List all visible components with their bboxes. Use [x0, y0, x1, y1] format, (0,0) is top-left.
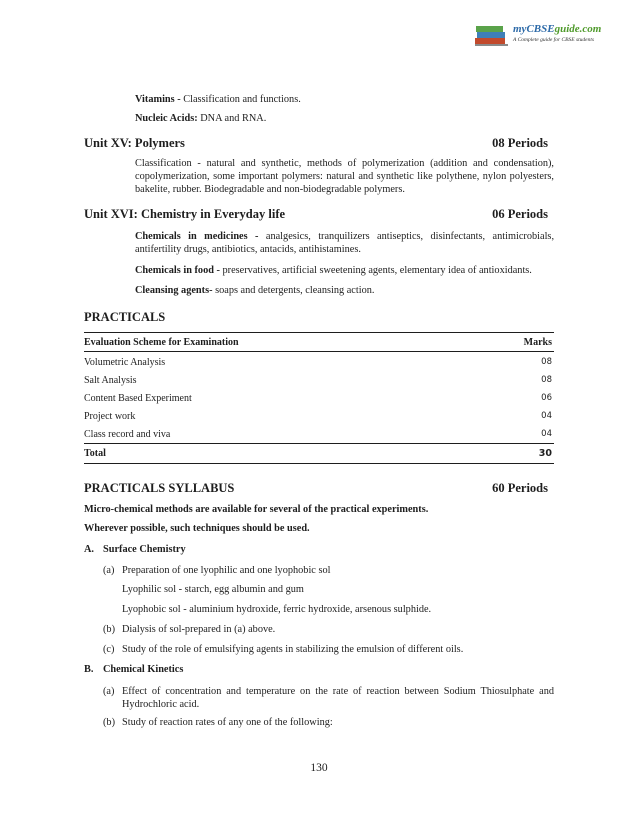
row-label: Volumetric Analysis: [84, 357, 166, 368]
header-label: Evaluation Scheme for Examination: [84, 337, 239, 348]
table-row: [84, 373, 554, 388]
section-a-letter: A.: [84, 544, 95, 555]
row-marks: 08: [541, 357, 552, 367]
section-a-title: Surface Chemistry: [103, 544, 186, 555]
vitamins-line: Vitamins - Classification and functions.: [135, 94, 301, 105]
unit-15-title: Unit XV: Polymers: [84, 136, 185, 150]
item-marker: (b): [103, 717, 116, 728]
logo-tagline: A Complete guide for CBSE students: [513, 37, 595, 43]
row-label: Class record and viva: [84, 429, 171, 440]
item-marker: (a): [103, 565, 115, 576]
chemicals-in-food: Chemicals in food - preservatives, artificial sweetening agents, elementary idea of antioxidants.: [135, 265, 532, 276]
cleansing-agents: Cleansing agents- soaps and detergents, cleansing action.: [135, 285, 375, 296]
table-total-row: [84, 446, 554, 461]
chemicals-in-medicines: Chemicals in medicines - analgesics, tranquilizers antiseptics, disinfectants, antimicrobials, antifertility drugs, antibiotics, antacids, antihistamines.: [135, 231, 555, 255]
row-marks: 04: [541, 429, 552, 439]
item-marker: (c): [103, 644, 115, 655]
row-label: Content Based Experiment: [84, 393, 192, 404]
syllabus-heading: PRACTICALS SYLLABUS: [84, 481, 235, 495]
section-a-item-b: Dialysis of sol-prepared in (a) above.: [122, 624, 276, 635]
nucleic-acids-line: Nucleic Acids: DNA and RNA.: [135, 113, 267, 124]
item-marker: (a): [103, 686, 115, 697]
row-marks: 06: [541, 393, 552, 403]
lyophobic-sol-line: Lyophobic sol - aluminium hydroxide, ferric hydroxide, arsenous sulphide.: [122, 604, 432, 615]
section-b-title: Chemical Kinetics: [103, 664, 184, 675]
row-marks: 04: [541, 411, 552, 421]
section-b-item-b: Study of reaction rates of any one of the following:: [122, 717, 333, 728]
syllabus-note-1: Micro-chemical methods are available for several of the practical experiments.: [84, 504, 429, 515]
table-row: [84, 391, 554, 406]
unit-15-body: Classification - natural and synthetic, methods of polymerization (addition and condensation), copolymerization, some important polymers: natural and synthetic like polythene, nylon polyesters, bakelite, rubber. Biodegradable and non-biodegradable polymers.: [135, 158, 554, 195]
practicals-heading: PRACTICALS: [84, 310, 166, 324]
section-a-item-a: Preparation of one lyophilic and one lyophobic sol: [122, 565, 331, 576]
table-header-rule: [84, 351, 554, 352]
table-row: [84, 409, 554, 424]
site-logo: [473, 23, 619, 47]
table-row: [84, 427, 554, 442]
section-b-letter: B.: [84, 664, 94, 675]
item-marker: (b): [103, 624, 116, 635]
table-row: [84, 355, 554, 370]
header-marks: Marks: [523, 337, 552, 348]
unit-15-periods: 08 Periods: [492, 136, 548, 150]
unit-16-title: Unit XVI: Chemistry in Everyday life: [84, 207, 286, 221]
syllabus-periods: 60 Periods: [492, 481, 548, 495]
table-total-rule: [84, 443, 554, 444]
row-label: Salt Analysis: [84, 375, 137, 386]
section-b-item-a: Effect of concentration and temperature on the rate of reaction between Sodium Thiosulphate and Hydrochloric acid.: [122, 686, 554, 710]
page-number: 130: [310, 762, 328, 774]
table-bottom-rule: [84, 463, 554, 464]
logo-brand: myCBSEguide.com: [513, 23, 602, 35]
syllabus-note-2: Wherever possible, such techniques should be used.: [84, 523, 310, 534]
table-header: [84, 335, 554, 350]
row-label: Project work: [84, 411, 136, 422]
row-marks: 08: [541, 375, 552, 385]
lyophilic-sol-line: Lyophilic sol - starch, egg albumin and gum: [122, 584, 304, 595]
books-icon: [473, 23, 511, 47]
section-a-item-c: Study of the role of emulsifying agents in stabilizing the emulsion of different oils.: [122, 644, 464, 655]
table-top-rule: [84, 332, 554, 333]
unit-16-periods: 06 Periods: [492, 207, 548, 221]
total-label: Total: [84, 448, 106, 459]
total-marks: 30: [538, 448, 552, 459]
